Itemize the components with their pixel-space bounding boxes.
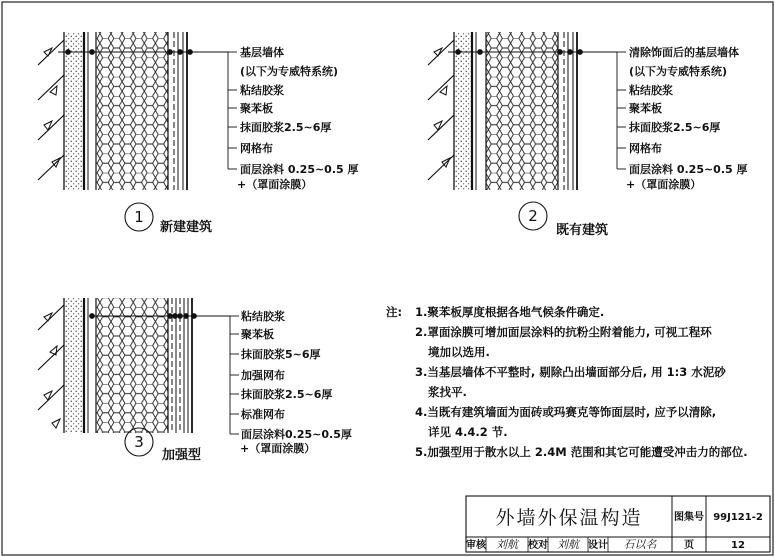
title-block (466, 496, 770, 552)
atlas-number: 99J121-2 (713, 512, 763, 523)
detail-3 (38, 298, 352, 463)
notes (386, 305, 748, 459)
detail3-caption: 加强型 (162, 448, 202, 463)
note-line-4: 3.当基层墙体不平整时, 剔除凸出墙面部分后, 用 1:3 水泥砂 (415, 365, 726, 379)
detail-2 (428, 32, 748, 238)
note-line-3: 境加以选用. (428, 345, 490, 359)
detail2-label-2: (以下为专威特系统) (629, 65, 728, 78)
note-line-7: 详见 4.4.2 节. (428, 425, 508, 439)
detail3-number: 3 (134, 433, 144, 451)
design-label: 设计 (588, 540, 608, 551)
detail2-label-8: +（罩面涂膜） (626, 178, 702, 191)
note-line-5: 浆找平. (428, 385, 467, 399)
note-line-8: 5.加强型用于散水以上 2.4M 范围和其它可能遭受冲击力的部位. (415, 445, 748, 459)
detail2-label-4: 聚苯板 (629, 102, 662, 115)
detail1-label-4: 聚苯板 (240, 102, 273, 115)
detail1-caption: 新建建筑 (160, 220, 213, 235)
note-line-6: 4.当既有建筑墙面为面砖或玛赛克等饰面层时, 应予以清除, (415, 405, 717, 419)
detail-1 (38, 32, 359, 235)
detail3-label-5: 抹面胶浆2.5~6厚 (241, 388, 333, 401)
check-signature: 刘航 (557, 538, 579, 551)
detail1-number: 1 (134, 208, 144, 226)
detail3-label-2: 聚苯板 (241, 328, 274, 341)
detail3-label-3: 抹面胶浆5~6厚 (241, 348, 321, 361)
detail3-label-4: 加强网布 (241, 369, 285, 382)
detail3-label-8: +（罩面涂膜） (240, 442, 316, 455)
detail2-label-3: 粘结胶浆 (629, 84, 673, 97)
review-label: 审核 (466, 540, 486, 551)
wall-section-2 (428, 32, 577, 190)
drawing-title: 外墙外保温构造 (495, 507, 643, 529)
detail2-label-7: 面层涂料 0.25~0.5 厚 (629, 163, 748, 176)
detail1-label-2: (以下为专威特系统) (240, 65, 339, 78)
detail2-number: 2 (528, 207, 538, 225)
page-label: 页 (684, 540, 694, 551)
atlas-label: 图集号 (674, 512, 704, 523)
note-line-1: 1.聚苯板厚度根据各地气候条件确定. (415, 305, 605, 319)
wall-section-1 (38, 32, 187, 190)
detail1-label-5: 抹面胶浆2.5~6厚 (240, 121, 332, 134)
detail2-caption: 既有建筑 (556, 223, 609, 238)
notes-heading: 注: (386, 305, 403, 319)
detail1-label-8: +（罩面涂膜） (237, 178, 313, 191)
detail2-label-6: 网格布 (629, 142, 662, 155)
detail1-label-3: 粘结胶浆 (240, 84, 284, 97)
detail1-label-7: 面层涂料 0.25~0.5 厚 (240, 163, 359, 176)
check-label: 校对 (528, 540, 548, 551)
detail2-label-5: 抹面胶浆2.5~6厚 (629, 121, 721, 134)
detail2-label-1: 清除饰面后的基层墙体 (629, 46, 739, 59)
detail3-label-7: 面层涂料0.25~0.5厚 (241, 428, 352, 441)
detail1-label-1: 基层墙体 (240, 46, 284, 59)
detail3-label-6: 标准网布 (241, 408, 285, 421)
review-signature: 刘航 (496, 538, 518, 551)
note-line-2: 2.罩面涂膜可增加面层涂料的抗粉尘附着能力, 可视工程环 (415, 325, 712, 339)
detail1-label-6: 网格布 (240, 142, 273, 155)
page-number: 12 (731, 540, 745, 551)
design-signature: 石以名 (623, 538, 657, 551)
detail3-label-1: 粘结胶浆 (241, 310, 285, 323)
